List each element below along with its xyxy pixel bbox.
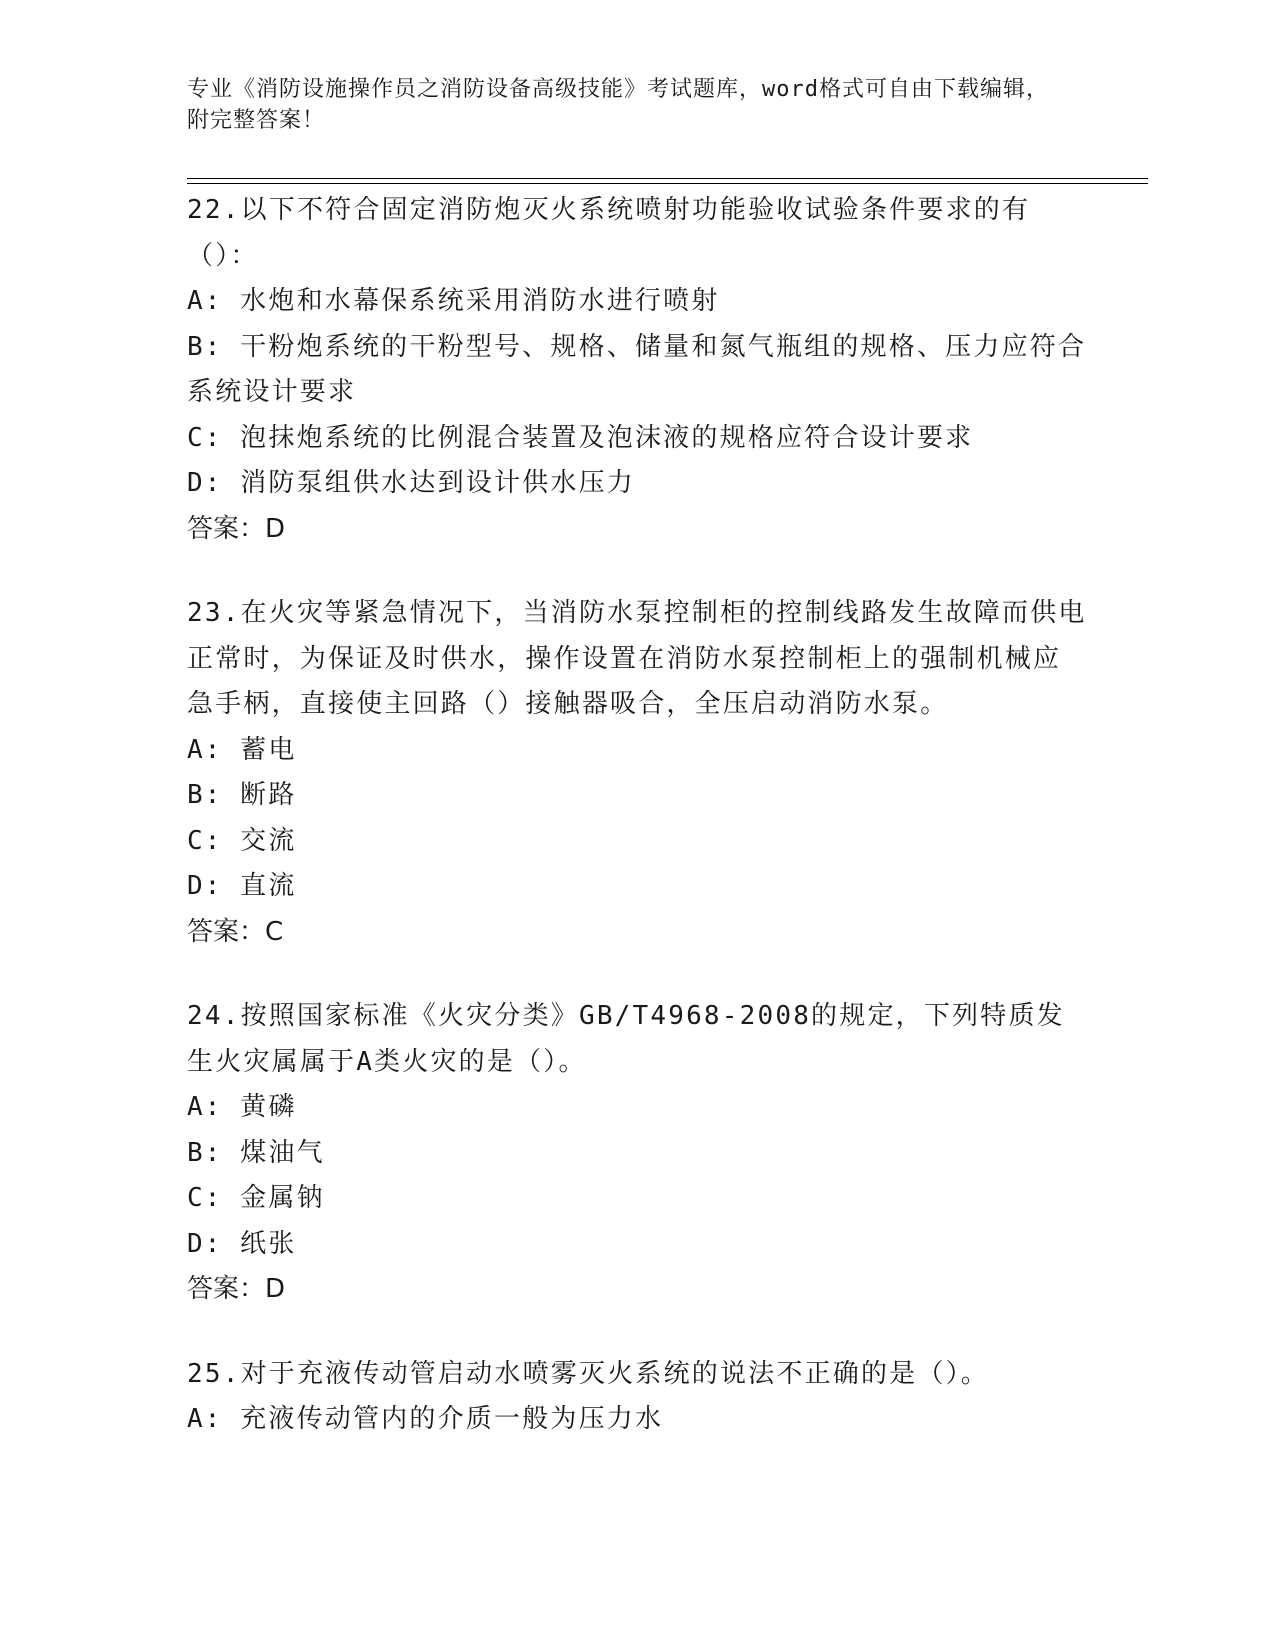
option-d	[187, 1222, 1087, 1268]
document-intro: 专业《消防设施操作员之消防设备高级技能》考试题库，word格式可自由下载编辑，附完整答案！	[187, 77, 1049, 133]
option-letter: B:	[187, 1137, 223, 1168]
option-b	[187, 1131, 1087, 1177]
option-text: 煤油气	[240, 1137, 325, 1168]
question-number: 24.	[187, 1001, 241, 1031]
option-c	[187, 819, 1087, 865]
option-letter: B:	[187, 780, 223, 810]
option-b	[187, 325, 1087, 416]
question-stem	[187, 591, 1087, 728]
option-b	[187, 773, 1087, 819]
option-text: 金属钠	[240, 1183, 325, 1213]
option-a	[187, 1397, 1087, 1443]
question-text: 对于充液传动管启动水喷雾灭火系统的说法不正确的是（）。	[240, 1358, 989, 1389]
question-24	[187, 994, 1087, 1313]
option-text: 黄磷	[240, 1092, 297, 1122]
option-a	[187, 728, 1087, 774]
header-rule-bottom	[187, 183, 1148, 184]
question-text: 按照国家标准《火灾分类》GB/T4968-2008的规定，下列特质发生火灾属属于A类火灾的是（）。	[187, 1001, 1065, 1077]
option-text: 干粉炮系统的干粉型号、规格、储量和氮气瓶组的规格、压力应符合系统设计要求	[187, 331, 1087, 407]
question-number: 25.	[187, 1358, 241, 1389]
option-text: 泡抹炮系统的比例混合装置及泡沫液的规格应符合设计要求	[240, 422, 974, 453]
question-number: 22.	[187, 195, 241, 225]
option-a	[187, 1085, 1087, 1131]
question-stem	[187, 188, 1087, 279]
answer-line: 答案：C	[187, 916, 284, 947]
option-letter: A:	[187, 1404, 223, 1434]
option-c	[187, 416, 1087, 462]
option-text: 纸张	[240, 1228, 297, 1259]
question-text: 在火灾等紧急情况下，当消防水泵控制柜的控制线路发生故障而供电正常时，为保证及时供水，操作设置在消防水泵控制柜上的强制机械应急手柄，直接使主回路（）接触器吸合，全压启动消防水泵。	[187, 598, 1087, 719]
option-letter: C:	[187, 825, 223, 856]
option-text: 断路	[240, 780, 297, 810]
option-letter: D:	[187, 468, 223, 498]
question-list	[187, 188, 1087, 1482]
option-text: 消防泵组供水达到设计供水压力	[240, 468, 635, 498]
question-text: 以下不符合固定消防炮灭火系统喷射功能验收试验条件要求的有（）：	[187, 195, 1031, 271]
option-letter: C:	[187, 422, 223, 453]
answer-line: 答案：D	[187, 1274, 286, 1304]
option-d	[187, 864, 1087, 910]
option-text: 充液传动管内的介质一般为压力水	[240, 1404, 664, 1434]
option-text: 直流	[240, 871, 297, 901]
header-rule-top	[187, 178, 1148, 179]
option-letter: B:	[187, 331, 223, 362]
option-text: 水炮和水幕保系统采用消防水进行喷射	[240, 286, 720, 316]
option-c	[187, 1176, 1087, 1222]
option-text: 交流	[240, 825, 297, 856]
question-stem	[187, 994, 1087, 1085]
option-letter: A:	[187, 1092, 223, 1122]
option-letter: A:	[187, 286, 223, 316]
option-text: 蓄电	[240, 734, 297, 765]
question-23	[187, 591, 1087, 955]
option-letter: D:	[187, 871, 223, 901]
option-a	[187, 279, 1087, 325]
question-25	[187, 1352, 1087, 1443]
option-d	[187, 461, 1087, 507]
answer-line: 答案：D	[187, 513, 286, 544]
option-letter: A:	[187, 734, 223, 765]
option-letter: D:	[187, 1228, 223, 1259]
question-stem	[187, 1352, 1087, 1398]
question-22	[187, 188, 1087, 552]
option-letter: C:	[187, 1183, 223, 1213]
question-number: 23.	[187, 598, 241, 628]
